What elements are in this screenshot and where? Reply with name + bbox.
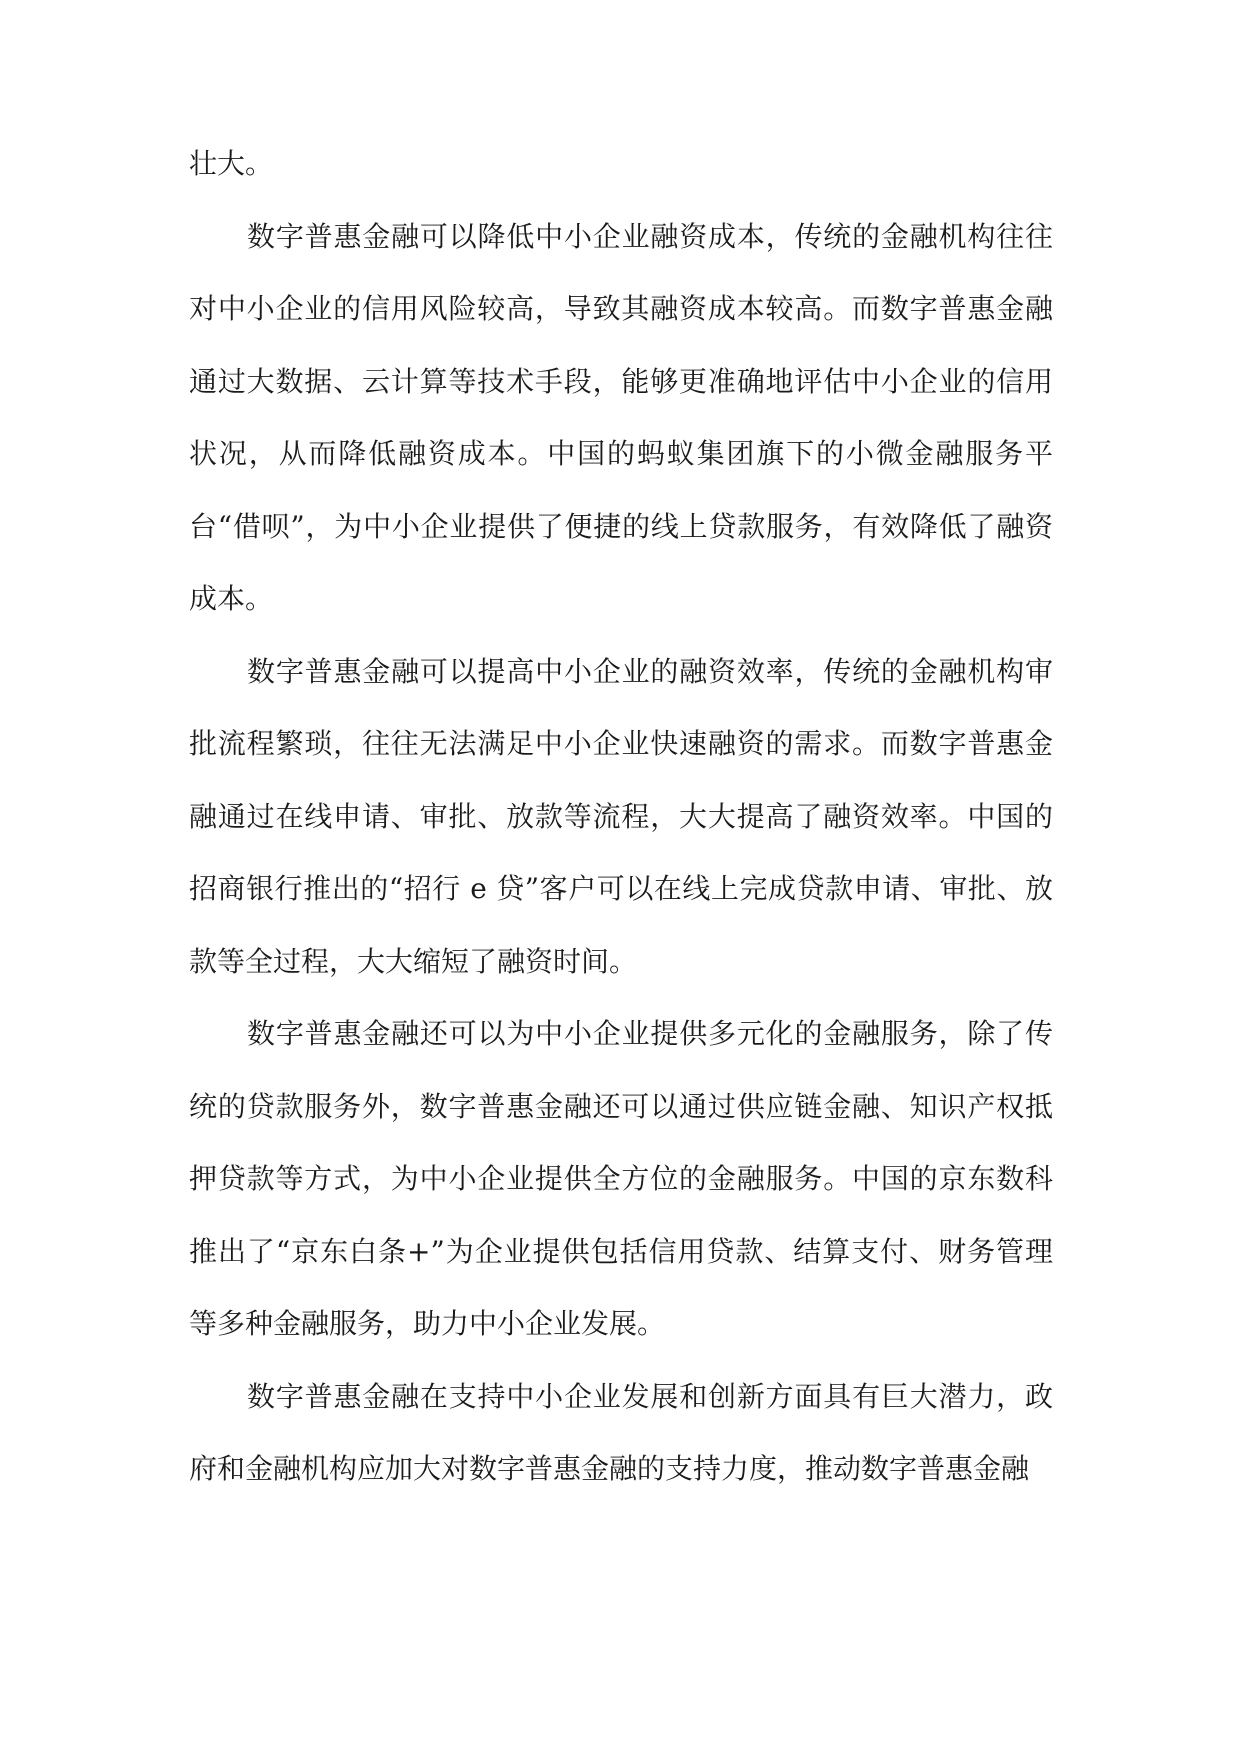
paragraph-reduce-cost: 数字普惠金融可以降低中小企业融资成本，传统的金融机构往往对中小企业的信用风险较高，导致其融资成本较高。而数字普惠金融通过大数据、云计算等技术手段，能够更准确地评估中小企业的信用状况，从而降低融资成本。中国的蚂蚁集团旗下的小微金融服务平台“借呗”，为中小企业提供了便捷的线上贷款服务，有效降低了融资成本。 xyxy=(189,219,1053,615)
paragraph-continuation: 壮大。 xyxy=(189,147,274,180)
paragraph-improve-efficiency: 数字普惠金融可以提高中小企业的融资效率，传统的金融机构审批流程繁琐，往往无法满足中小企业快速融资的需求。而数字普惠金融通过在线申请、审批、放款等流程，大大提高了融资效率。中国的招商银行推出的“招行 e 贷”客户可以在线上完成贷款申请、审批、放款等全过程，大大缩短了融资时间。 xyxy=(189,654,1053,978)
paragraph-conclusion: 数字普惠金融在支持中小企业发展和创新方面具有巨大潜力，政府和金融机构应加大对数字普惠金融的支持力度，推动数字普惠金融 xyxy=(189,1379,1053,1485)
document-body xyxy=(189,128,1053,1506)
paragraph-diversified-services: 数字普惠金融还可以为中小企业提供多元化的金融服务，除了传统的贷款服务外，数字普惠金融还可以通过供应链金融、知识产权抵押贷款等方式，为中小企业提供全方位的金融服务。中国的京东数科推出了“京东白条+”为企业提供包括信用贷款、结算支付、财务管理等多种金融服务，助力中小企业发展。 xyxy=(189,1017,1053,1340)
